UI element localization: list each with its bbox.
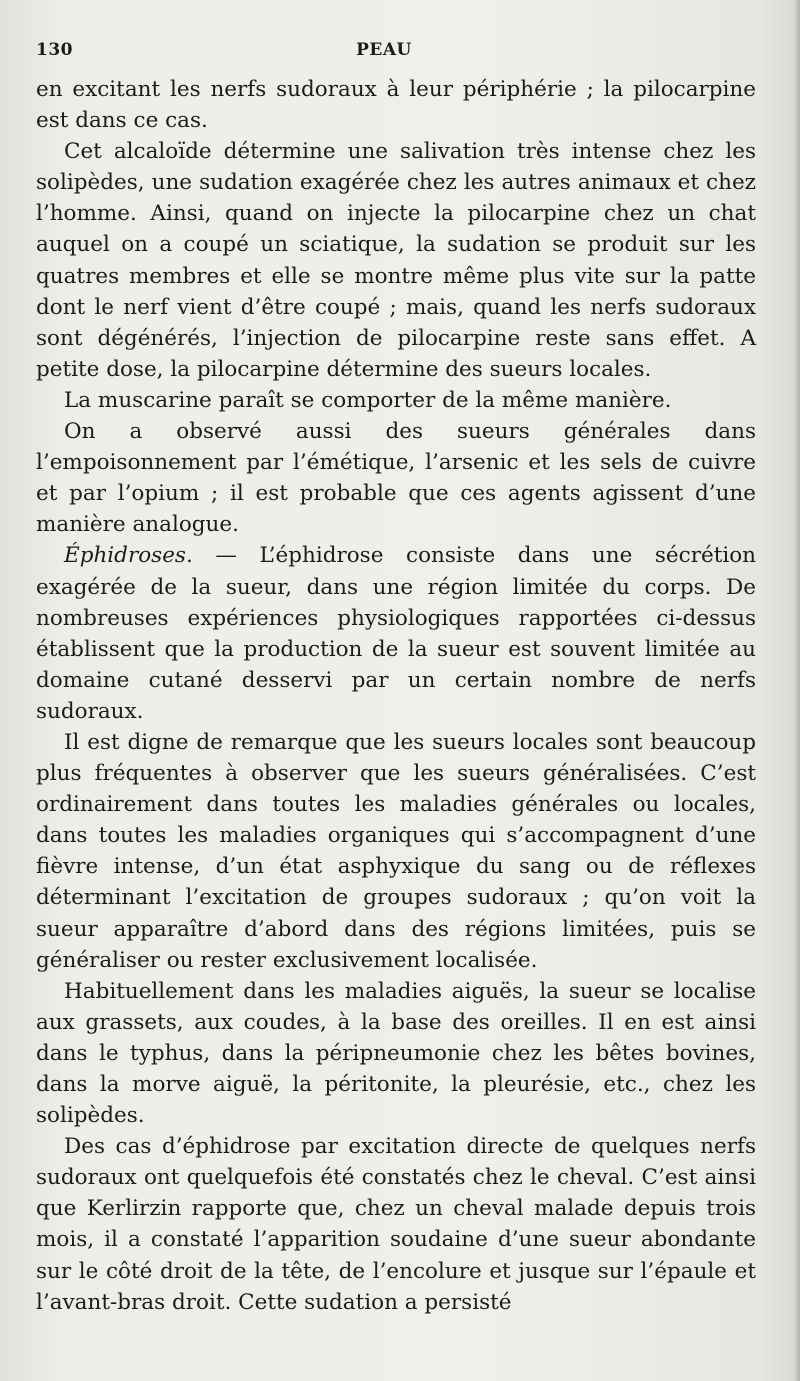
paragraph-ephidroses: Éphidroses. — L’éphidrose consiste dans une sécrétion exagérée de la sueur, dans une région limitée du corps. De nombreuses expériences physiologiques rapportées ci-dessus établissent que la production de la sueur est souvent limitée au domaine cutané desservi par un certain nombre de nerfs sudoraux. <box>36 543 757 724</box>
paragraph-alcaloide: Cet alcaloïde détermine une salivation très intense chez les solipèdes, une sudation exagérée chez les autres animaux et chez l’homme. Ainsi, quand on injecte la pilocarpine chez un chat auquel on a coupé un sciatique, la sudation se produit sur les quatres membres et elle se montre même plus vite sur la patte dont le nerf vient d’être coupé ; mais, quand les nerfs sudoraux sont dégénérés, l’injection de pilocarpine reste sans effet. A petite dose, la pilocarpine détermine des sueurs locales. <box>36 139 756 382</box>
paragraph-muscarine: La muscarine paraît se comporter de la même manière. <box>64 387 672 413</box>
body-text <box>36 74 756 1318</box>
paragraph-sueurs-locales: Il est digne de remarque que les sueurs locales sont beaucoup plus fréquentes à observer que les sueurs généralisées. C’est ordinairement dans toutes les maladies générales ou locales, dans toutes les maladies organiques qui s’accompagnent d’une fièvre intense, d’un état asphyxique du sang ou de réflexes déterminant l’excitation de groupes sudoraux ; qu’on voit la sueur apparaître d’abord dans des régions limitées, puis se généraliser ou rester exclusivement localisée. <box>36 729 756 973</box>
paragraph-cas-cheval: Des cas d’éphidrose par excitation directe de quelques nerfs sudoraux ont quelquefois été constatés chez le cheval. C’est ainsi que Kerlirzin rapporte que, chez un cheval malade depuis trois mois, il a constaté l’apparition soudaine d’une sueur abondante sur le côté droit de la tête, de l’encolure et jusque sur l’épaule et l’avant-bras droit. Cette sudation a persisté <box>36 1134 756 1315</box>
page-header <box>36 40 756 74</box>
section-subhead: Éphidroses. — <box>64 543 237 569</box>
paragraph-continuation: en excitant les nerfs sudoraux à leur périphérie ; la pilocarpine est dans ce cas. <box>36 77 756 134</box>
page-number: 130 <box>36 40 73 60</box>
paragraph-empoisonnement: On a observé aussi des sueurs générales dans l’empoisonnement par l’émétique, l’arsenic et les sels de cuivre et par l’opium ; il est probable que ces agents agissent d’une manière analogue. <box>36 419 756 538</box>
running-title: PEAU <box>356 40 412 60</box>
paragraph-maladies-aigues: Habituellement dans les maladies aiguës, la sueur se localise aux grassets, aux coudes, à la base des oreilles. Il en est ainsi dans le typhus, dans la péripneumonie chez les bêtes bovines, dans la morve aiguë, la péritonite, la pleurésie, etc., chez les solipèdes. <box>36 978 756 1129</box>
